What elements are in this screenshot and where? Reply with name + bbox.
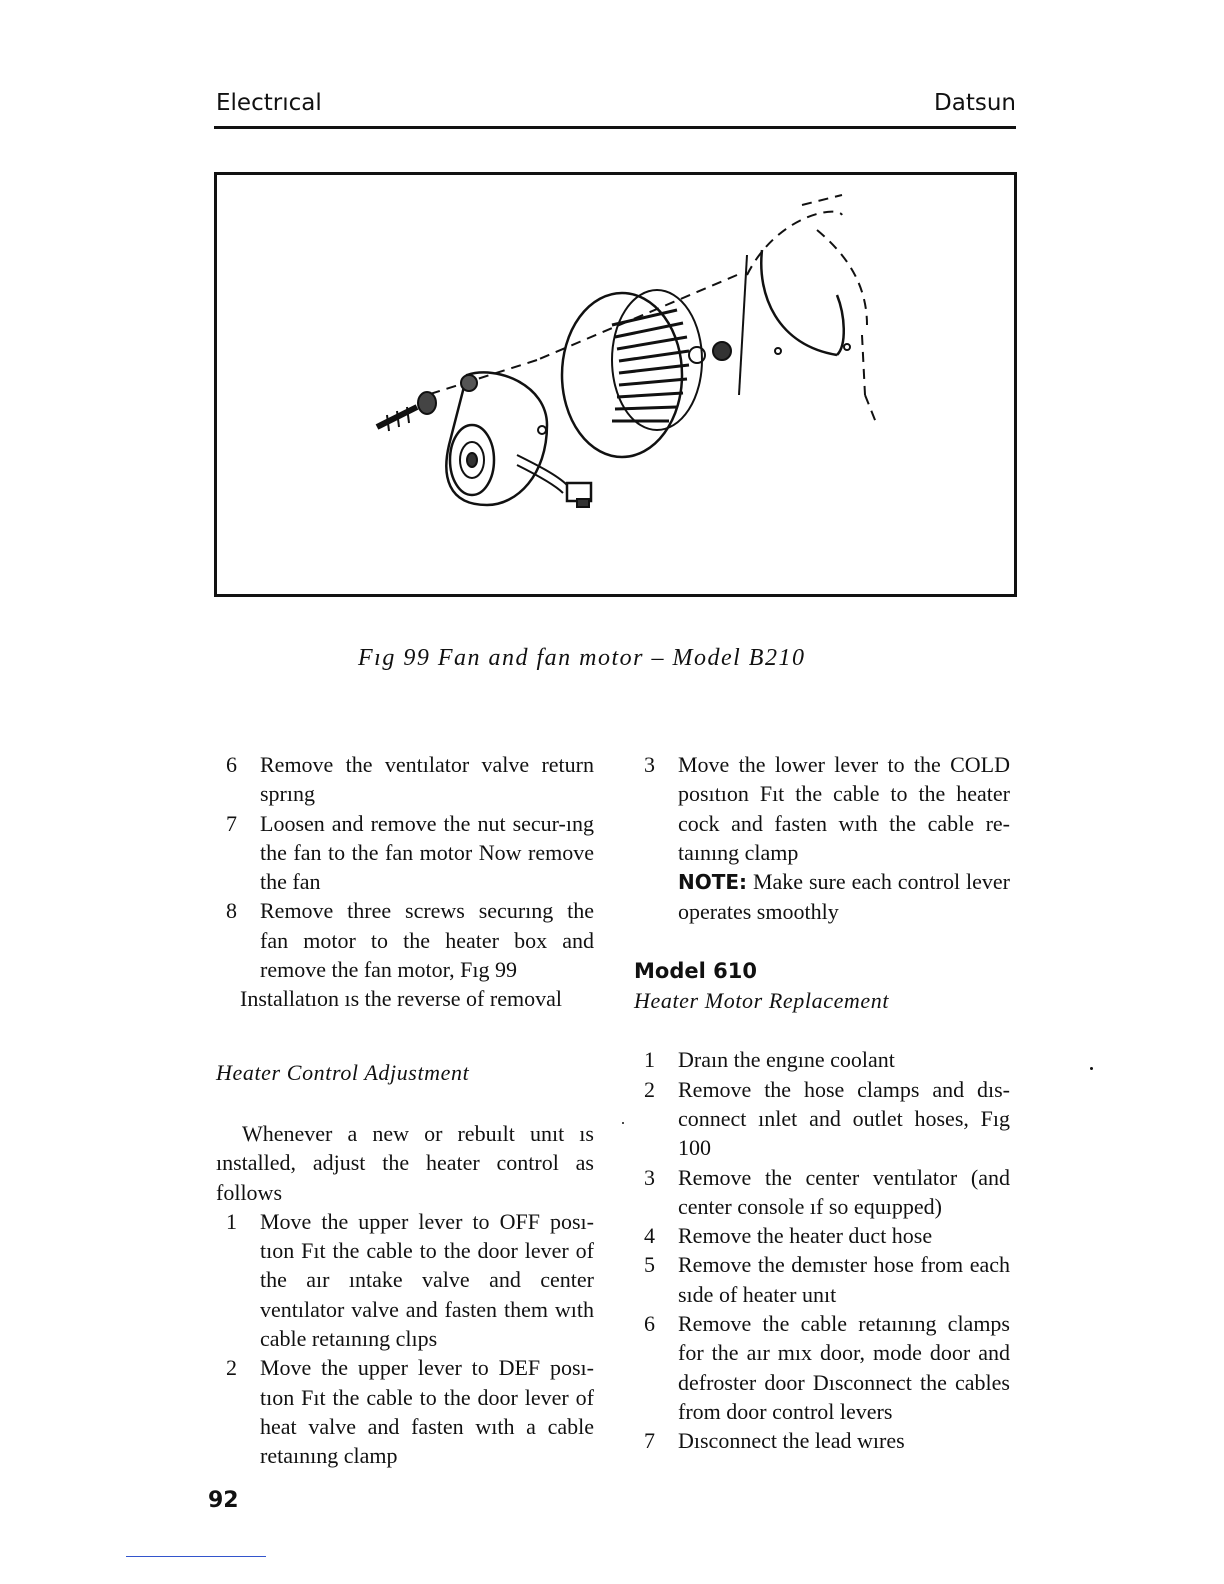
item-text: Remove the hose clamps and dıs-connect ınlet and outlet hoses, Fıg 100 <box>678 1076 1010 1161</box>
list-item <box>634 1163 1010 1222</box>
list-item <box>634 1426 1010 1455</box>
note <box>634 867 1010 927</box>
item-number: 6 <box>226 752 237 777</box>
list-item <box>634 1221 1010 1250</box>
item-number: 2 <box>226 1355 237 1381</box>
item-text: Loosen and remove the nut secur-ıng the fan to the fan motor Now remove the fan <box>260 810 594 895</box>
fan-motor-illustration <box>217 175 1014 594</box>
note-text: Make sure each control lever operates smoothly <box>678 869 1010 925</box>
footer-line <box>126 1556 266 1557</box>
item-number: 8 <box>226 898 237 924</box>
list-item <box>216 809 594 897</box>
page-number: 92 <box>208 1488 239 1513</box>
item-text: Dısconnect the lead wıres <box>678 1428 905 1454</box>
figure-caption: Fıg 99 Fan and fan motor – Model B210 <box>358 645 806 671</box>
list-item <box>216 896 594 984</box>
item-text: Remove the heater duct hose <box>678 1223 933 1249</box>
header-rule <box>214 126 1016 129</box>
note-label: NOTE: <box>678 870 748 895</box>
section-heading-model-610: Model 610 <box>634 958 757 983</box>
subheading-heater-motor: Heater Motor Replacement <box>634 988 890 1014</box>
list-item <box>216 750 594 809</box>
item-number: 1 <box>226 1208 237 1234</box>
scan-speck <box>622 1122 624 1124</box>
item-text: Move the lower lever to the COLD posıtıon Fıt the cable to the heater cock and fasten wıth the cable re-taınıng clamp <box>678 752 1010 865</box>
item-text: Remove three screws securıng the fan motor to the heater box and remove the fan motor, Fıg 99 <box>260 898 594 983</box>
header-make-title: Datsun <box>934 90 1016 116</box>
right-column <box>634 750 1010 1456</box>
item-number: 3 <box>644 1164 655 1190</box>
item-text: Draın the engıne coolant <box>678 1047 895 1073</box>
installation-note: Installatıon ıs the reverse of removal <box>240 986 562 1012</box>
figure-fan-motor <box>214 172 1017 597</box>
item-text: Remove the cable retaınıng clamps for the aır mıx door, mode door and defroster door Dısconnect the cables from door control levers <box>678 1311 1010 1424</box>
item-text: Remove the demıster hose from each sıde of heater unıt <box>678 1252 1010 1307</box>
item-text: Remove the ventılator valve return sprıng <box>260 752 594 807</box>
item-text: Remove the center ventılator (and center console ıf so equıpped) <box>678 1164 1010 1219</box>
left-column <box>216 750 594 1471</box>
list-item <box>634 1309 1010 1426</box>
scan-speck <box>1090 1067 1093 1070</box>
item-number: 3 <box>644 752 655 777</box>
item-text: Move the upper lever to DEF posı-tıon Fıt the cable to the door lever of heat valve and fasten wıth a cable retaınıng clamp <box>260 1355 594 1469</box>
list-item <box>634 750 1010 867</box>
item-number: 6 <box>644 1311 655 1337</box>
item-number: 4 <box>644 1223 655 1249</box>
motor-steps-list <box>634 1045 1010 1455</box>
item-text: Move the upper lever to OFF posı-tıon Fıt the cable to the door lever of the aır ıntake valve and center ventılator valve and fasten them wıth cable retaınıng clıps <box>260 1208 594 1352</box>
intro-paragraph: Whenever a new or rebuılt unıt ıs ınstalled, adjust the heater control as follows <box>216 1120 594 1205</box>
header-section-title: Electrıcal <box>216 90 322 116</box>
item-number: 7 <box>644 1428 655 1454</box>
list-item <box>634 1045 1010 1074</box>
item-number: 5 <box>644 1252 655 1278</box>
list-item <box>216 1207 594 1353</box>
list-item <box>634 1075 1010 1163</box>
list-item <box>216 1353 594 1470</box>
list-item <box>634 1250 1010 1309</box>
subheading-heater-control: Heater Control Adjustment <box>216 1059 470 1085</box>
item-number: 2 <box>644 1076 655 1102</box>
item-number: 7 <box>226 810 237 836</box>
item-number: 1 <box>644 1047 655 1073</box>
